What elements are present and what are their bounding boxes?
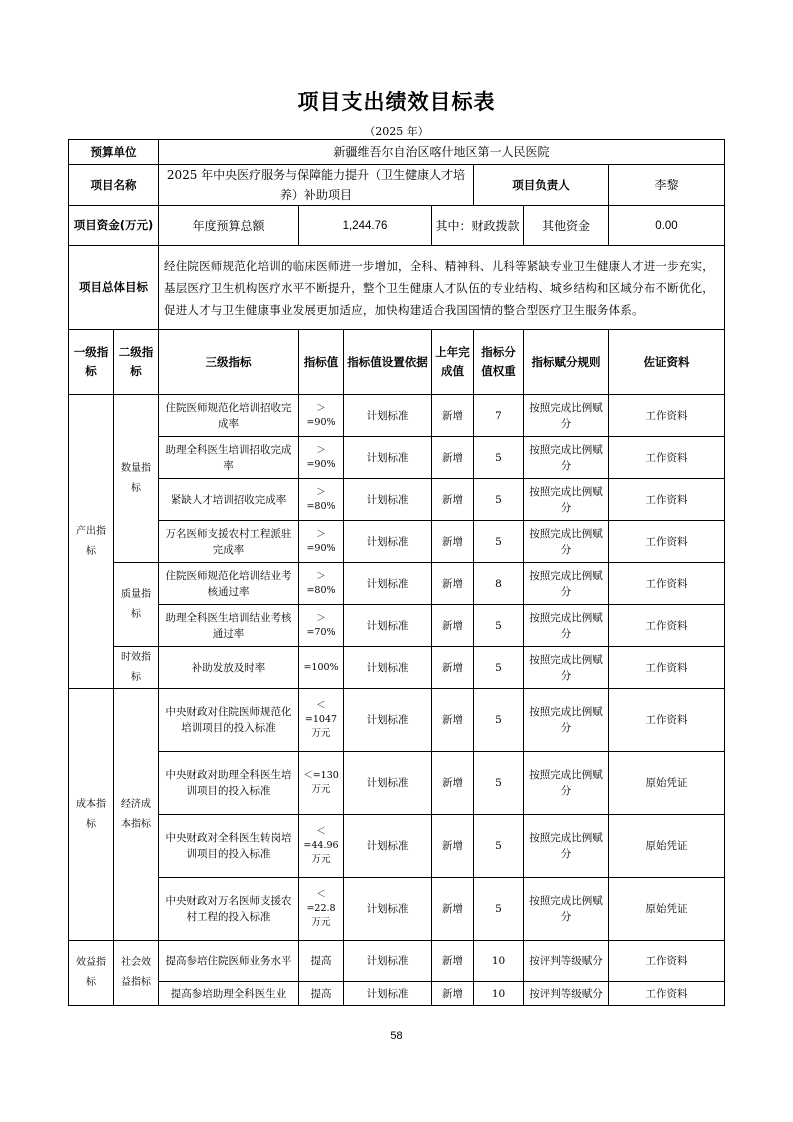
indicator-weight: 7 (474, 395, 524, 437)
indicator-name: 提高参培住院医师业务水平 (159, 941, 299, 982)
indicator-prev: 新增 (432, 437, 474, 479)
header-target-value: 指标值 (299, 330, 344, 395)
indicator-evidence: 工作资料 (609, 437, 725, 479)
indicator-weight: 5 (474, 605, 524, 647)
indicator-evidence: 工作资料 (609, 563, 725, 605)
indicator-evidence: 工作资料 (609, 479, 725, 521)
indicator-name: 住院医师规范化培训招收完成率 (159, 395, 299, 437)
indicator-value: 提高 (299, 941, 344, 982)
indicator-evidence: 工作资料 (609, 605, 725, 647)
indicator-evidence: 工作资料 (609, 982, 725, 1006)
group-quantity: 数量指标 (114, 395, 159, 563)
indicator-value: ＞=80% (299, 563, 344, 605)
year-label: （2025 年） (364, 125, 429, 138)
indicator-rule: 按照完成比例赋分 (524, 647, 609, 689)
indicator-name: 中央财政对万名医师支援农村工程的投入标准 (159, 878, 299, 941)
indicator-value: ＜=44.96万元 (299, 815, 344, 878)
indicator-evidence: 工作资料 (609, 647, 725, 689)
indicator-prev: 新增 (432, 941, 474, 982)
indicator-weight: 8 (474, 563, 524, 605)
indicator-rule: 按照完成比例赋分 (524, 752, 609, 815)
project-name-label: 项目名称 (69, 165, 159, 206)
indicator-name: 住院医师规范化培训结业考核通过率 (159, 563, 299, 605)
indicator-name: 补助发放及时率 (159, 647, 299, 689)
indicator-weight: 5 (474, 437, 524, 479)
indicator-prev: 新增 (432, 563, 474, 605)
indicator-basis: 计划标准 (344, 689, 432, 752)
indicator-name: 紧缺人才培训招收完成率 (159, 479, 299, 521)
indicator-prev: 新增 (432, 752, 474, 815)
indicator-weight: 10 (474, 982, 524, 1006)
indicator-evidence: 工作资料 (609, 941, 725, 982)
indicator-prev: 新增 (432, 479, 474, 521)
header-level3: 三级指标 (159, 330, 299, 395)
indicator-rule: 按照完成比例赋分 (524, 605, 609, 647)
budget-unit-value: 新疆维吾尔自治区喀什地区第一人民医院 (159, 140, 725, 165)
indicator-rule: 按照完成比例赋分 (524, 437, 609, 479)
indicator-basis: 计划标准 (344, 647, 432, 689)
indicator-name: 提高参培助理全科医生业 (159, 982, 299, 1006)
indicator-prev: 新增 (432, 521, 474, 563)
indicator-basis: 计划标准 (344, 563, 432, 605)
indicator-rule: 按照完成比例赋分 (524, 563, 609, 605)
indicator-rule: 按照完成比例赋分 (524, 815, 609, 878)
indicator-weight: 5 (474, 752, 524, 815)
header-evidence: 佐证资料 (609, 330, 725, 395)
indicator-weight: 10 (474, 941, 524, 982)
funds-label: 项目资金(万元) (69, 206, 159, 246)
header-level1: 一级指标 (69, 330, 114, 395)
indicator-basis: 计划标准 (344, 941, 432, 982)
indicator-prev: 新增 (432, 395, 474, 437)
indicator-name: 助理全科医生培训招收完成率 (159, 437, 299, 479)
indicator-rule: 按照完成比例赋分 (524, 479, 609, 521)
other-funds-value: 0.00 (609, 206, 725, 246)
indicator-value: ＞=80% (299, 479, 344, 521)
indicator-evidence: 工作资料 (609, 521, 725, 563)
group-output: 产出指标 (69, 395, 114, 689)
indicator-name: 万名医师支援农村工程派驻完成率 (159, 521, 299, 563)
indicator-rule: 按照完成比例赋分 (524, 689, 609, 752)
group-social-benefit: 社会效益指标 (114, 941, 159, 1006)
indicator-weight: 5 (474, 815, 524, 878)
indicator-basis: 计划标准 (344, 815, 432, 878)
indicator-name: 中央财政对助理全科医生培训项目的投入标准 (159, 752, 299, 815)
indicator-basis: 计划标准 (344, 521, 432, 563)
page-number: 58 (390, 1030, 403, 1042)
indicator-name: 中央财政对住院医师规范化培训项目的投入标准 (159, 689, 299, 752)
project-name-value: 2025 年中央医疗服务与保障能力提升（卫生健康人才培养）补助项目 (159, 165, 474, 206)
indicator-value: ＞=90% (299, 437, 344, 479)
indicator-value: ＞=90% (299, 395, 344, 437)
header-prev-value: 上年完成值 (432, 330, 474, 395)
indicator-basis: 计划标准 (344, 878, 432, 941)
indicator-prev: 新增 (432, 815, 474, 878)
overall-goal-text: 经住院医师规范化培训的临床医师进一步增加，全科、精神科、儿科等紧缺专业卫生健康人才进一步充实，基层医疗卫生机构医疗水平不断提升，整个卫生健康人才队伍的专业结构、城乡结构和区域分布不断优化，促进人才与卫生健康事业发展更加适应，加快构建适合我国国情的整合型医疗卫生服务体系。 (159, 246, 725, 330)
indicator-value: ＞=90% (299, 521, 344, 563)
indicator-rule: 按评判等级赋分 (524, 941, 609, 982)
budget-unit-label: 预算单位 (69, 140, 159, 165)
indicator-basis: 计划标准 (344, 479, 432, 521)
indicator-rule: 按照完成比例赋分 (524, 878, 609, 941)
annual-budget-value: 1,244.76 (299, 206, 432, 246)
indicator-evidence: 原始凭证 (609, 752, 725, 815)
indicator-weight: 5 (474, 689, 524, 752)
performance-target-table (68, 139, 725, 1006)
header-weight: 指标分值权重 (474, 330, 524, 395)
header-basis: 指标值设置依据 (344, 330, 432, 395)
indicator-evidence: 原始凭证 (609, 815, 725, 878)
annual-budget-label: 年度预算总额 (159, 206, 299, 246)
indicator-value: ＞=70% (299, 605, 344, 647)
overall-goal-label: 项目总体目标 (69, 246, 159, 330)
project-leader-value: 李黎 (609, 165, 725, 206)
group-timeliness: 时效指标 (114, 647, 159, 689)
indicator-name: 助理全科医生培训结业考核通过率 (159, 605, 299, 647)
group-quality: 质量指标 (114, 563, 159, 647)
header-scoring-rule: 指标赋分规则 (524, 330, 609, 395)
header-level2: 二级指标 (114, 330, 159, 395)
indicator-basis: 计划标准 (344, 437, 432, 479)
indicator-value: ＜=1047万元 (299, 689, 344, 752)
page-title: 项目支出绩效目标表 (297, 90, 496, 114)
indicator-value: ＜=130万元 (299, 752, 344, 815)
group-cost: 成本指标 (69, 689, 114, 941)
indicator-evidence: 原始凭证 (609, 878, 725, 941)
fiscal-allocation-label: 其中：财政拨款 (432, 206, 524, 246)
indicator-evidence: 工作资料 (609, 689, 725, 752)
indicator-basis: 计划标准 (344, 752, 432, 815)
indicator-name: 中央财政对全科医生转岗培训项目的投入标准 (159, 815, 299, 878)
indicator-weight: 5 (474, 479, 524, 521)
group-economic-cost: 经济成本指标 (114, 689, 159, 941)
indicator-prev: 新增 (432, 878, 474, 941)
indicator-basis: 计划标准 (344, 982, 432, 1006)
other-funds-label: 其他资金 (524, 206, 609, 246)
indicator-rule: 按照完成比例赋分 (524, 521, 609, 563)
indicator-prev: 新增 (432, 982, 474, 1006)
indicator-prev: 新增 (432, 647, 474, 689)
indicator-weight: 5 (474, 521, 524, 563)
indicator-value: 提高 (299, 982, 344, 1006)
indicator-prev: 新增 (432, 689, 474, 752)
group-benefit: 效益指标 (69, 941, 114, 1006)
indicator-weight: 5 (474, 878, 524, 941)
indicator-prev: 新增 (432, 605, 474, 647)
indicator-weight: 5 (474, 647, 524, 689)
project-leader-label: 项目负责人 (474, 165, 609, 206)
indicator-basis: 计划标准 (344, 395, 432, 437)
indicator-value: ＜=22.8万元 (299, 878, 344, 941)
indicator-rule: 按照完成比例赋分 (524, 395, 609, 437)
indicator-basis: 计划标准 (344, 605, 432, 647)
indicator-evidence: 工作资料 (609, 395, 725, 437)
indicator-rule: 按评判等级赋分 (524, 982, 609, 1006)
indicator-value: =100% (299, 647, 344, 689)
